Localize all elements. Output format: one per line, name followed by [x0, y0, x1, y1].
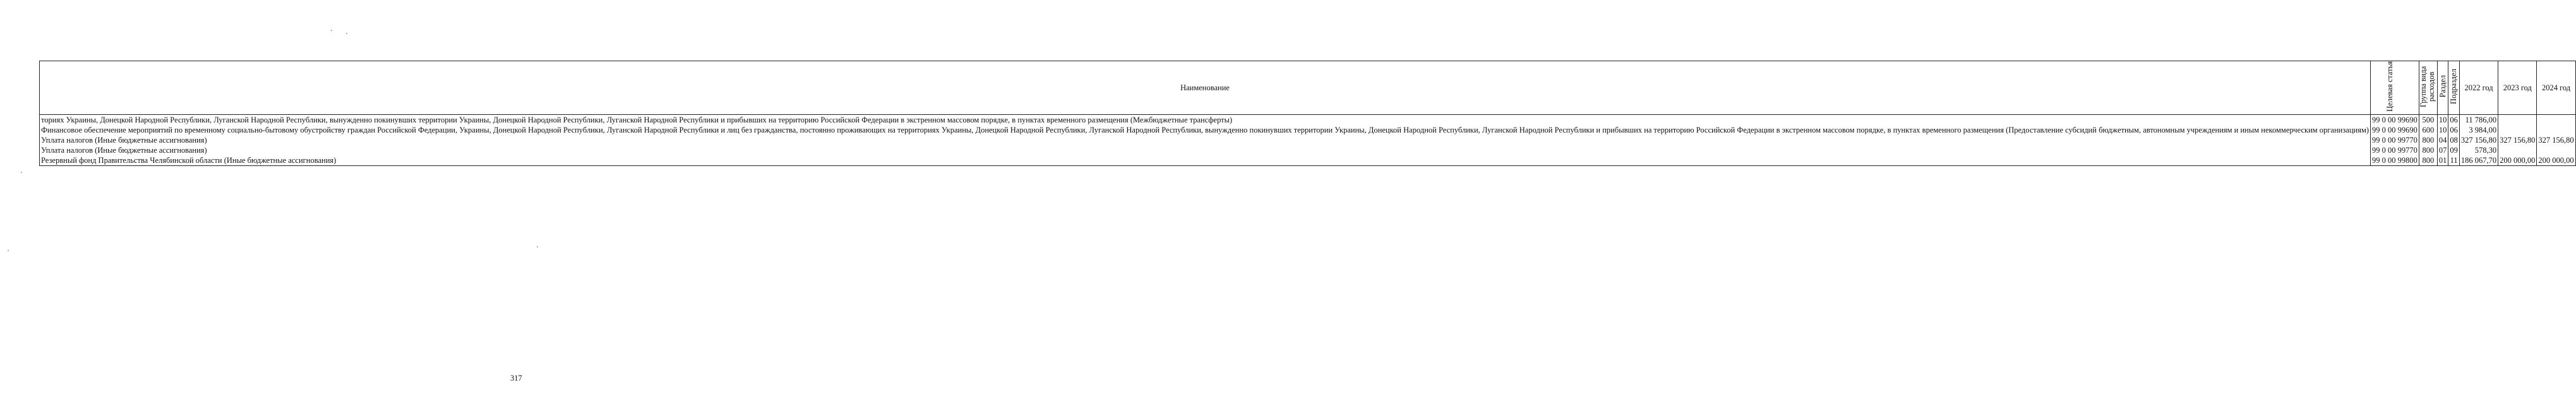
row-2022: 578,30: [2459, 145, 2498, 155]
table-row: [40, 135, 2576, 145]
row-expense-group: 800: [2419, 135, 2437, 145]
row-2023: 327 156,80: [2498, 135, 2537, 145]
row-name: ториях Украины, Донецкой Народной Республики, Луганской Народной Республики, вынужденно покинувших территории Украины, Донецкой Народной Республики, Луганской Народной Республики и прибывших на территорию Российской Федерации в экстренном массовом порядке, в пунктах временного размещения (Межбюджетные трансферты): [40, 115, 2371, 126]
row-section: 07: [2437, 145, 2448, 155]
row-section: 10: [2437, 115, 2448, 126]
row-expense-group: 800: [2419, 155, 2437, 166]
row-expense-group: 500: [2419, 115, 2437, 126]
table-row: [40, 155, 2576, 166]
row-2023: [2498, 145, 2537, 155]
row-section: 01: [2437, 155, 2448, 166]
scan-speck: [346, 33, 347, 34]
row-expense-group: 600: [2419, 125, 2437, 135]
row-name: Финансовое обеспечение мероприятий по временному социально-бытовому обустройству граждан Российской Федерации, Украины, Донецкой Народной Республики, Луганской Народной Республики и лиц без гражданства, постоянно проживающих на территориях Украины, Донецкой Народной Республики, Луганской Народной Республики, вынужденно покинувших территории Украины, Донецкой Народной Республики, Луганской Народной Республики и прибывших на территорию Российской Федерации в экстренном массовом порядке, в пунктах временного размещения (Предоставление субсидий бюджетным, автономным учреждениям и иным некоммерческим организациям): [40, 125, 2371, 135]
row-target-article: 99 0 00 99690: [2371, 125, 2419, 135]
table-row: [40, 115, 2576, 126]
table-row: [40, 125, 2576, 135]
row-2023: [2498, 125, 2537, 135]
row-2024: [2537, 145, 2575, 155]
budget-table: [39, 61, 2576, 166]
row-subsection: 09: [2448, 145, 2460, 155]
row-name: Резервный фонд Правительства Челябинской области (Иные бюджетные ассигнования): [40, 155, 2371, 166]
header-2022: 2022 год: [2459, 61, 2498, 115]
row-2022: 3 984,00: [2459, 125, 2498, 135]
row-subsection: 08: [2448, 135, 2460, 145]
header-target-article: Целевая статья: [2371, 61, 2419, 115]
row-subsection: 06: [2448, 115, 2460, 126]
row-target-article: 99 0 00 99690: [2371, 115, 2419, 126]
table-row: [40, 145, 2576, 155]
scan-speck: [331, 30, 332, 31]
row-2022: 327 156,80: [2459, 135, 2498, 145]
row-2024: [2537, 125, 2575, 135]
row-expense-group: 800: [2419, 145, 2437, 155]
scan-speck: [537, 246, 538, 247]
row-target-article: 99 0 00 99770: [2371, 135, 2419, 145]
row-2023: [2498, 115, 2537, 126]
row-target-article: 99 0 00 99800: [2371, 155, 2419, 166]
table-header-row: [40, 61, 2576, 115]
row-2023: 200 000,00: [2498, 155, 2537, 166]
row-subsection: 11: [2448, 155, 2460, 166]
header-name: Наименование: [40, 61, 2371, 115]
header-2023: 2023 год: [2498, 61, 2537, 115]
row-target-article: 99 0 00 99770: [2371, 145, 2419, 155]
header-subsection: Подраздел: [2448, 61, 2460, 115]
row-subsection: 06: [2448, 125, 2460, 135]
row-name: Уплата налогов (Иные бюджетные ассигнования): [40, 145, 2371, 155]
row-2024: 200 000,00: [2537, 155, 2575, 166]
row-name: Уплата налогов (Иные бюджетные ассигнования): [40, 135, 2371, 145]
row-section: 10: [2437, 125, 2448, 135]
header-expense-group: Группа вида расходов: [2419, 61, 2437, 115]
scan-speck: [21, 172, 22, 173]
row-section: 04: [2437, 135, 2448, 145]
row-2024: 327 156,80: [2537, 135, 2575, 145]
page-number: 317: [510, 374, 522, 383]
row-2022: 11 786,00: [2459, 115, 2498, 126]
header-2024: 2024 год: [2537, 61, 2575, 115]
scan-speck: [8, 250, 9, 251]
row-2022: 186 067,70: [2459, 155, 2498, 166]
header-section: Раздел: [2437, 61, 2448, 115]
row-2024: [2537, 115, 2575, 126]
